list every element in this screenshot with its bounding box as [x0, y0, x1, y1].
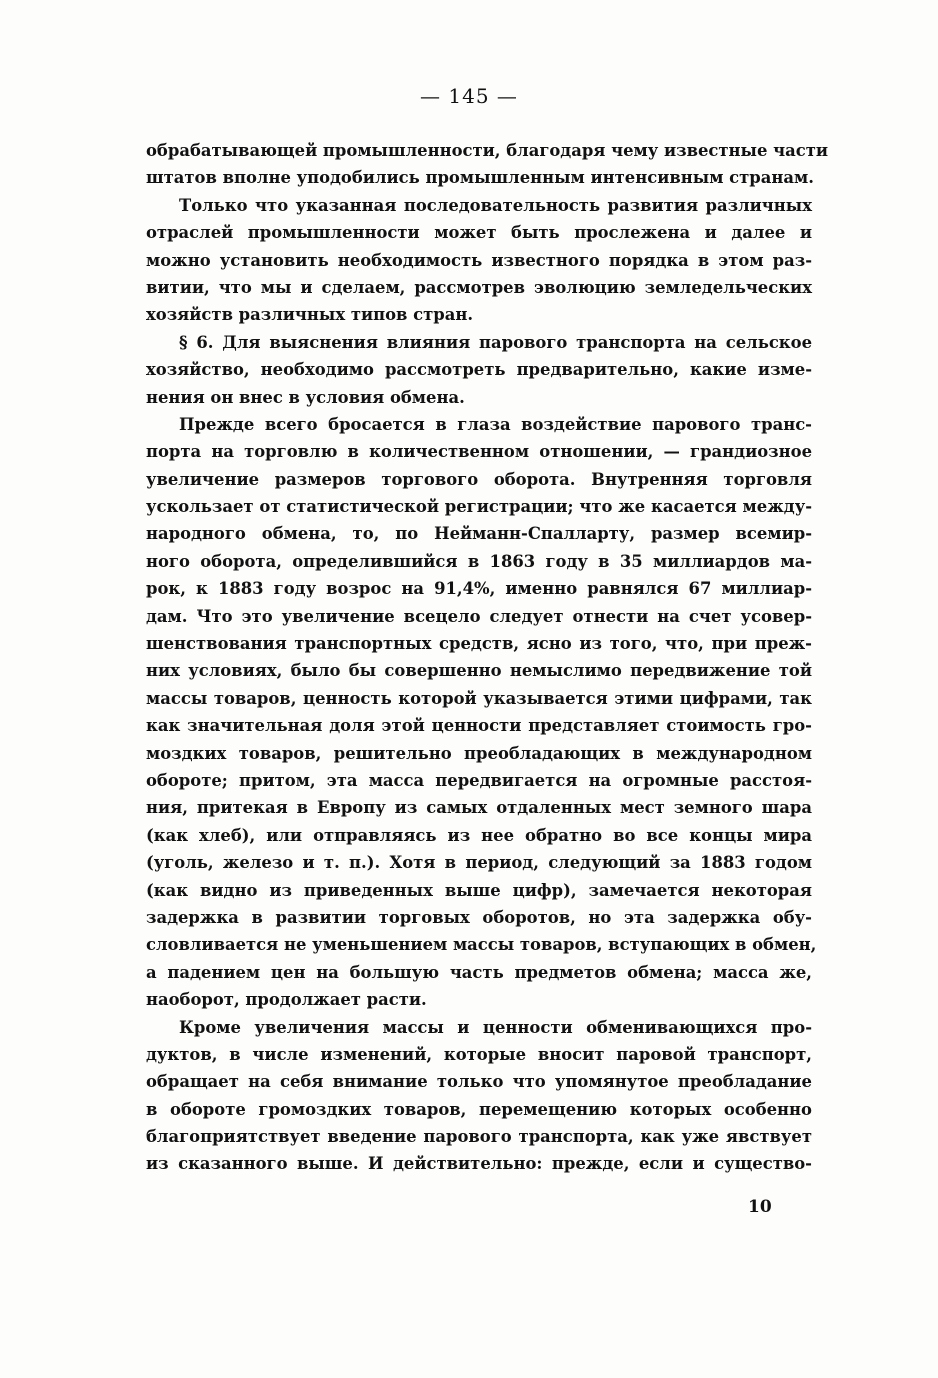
text-line: обороте; притом, эта масса передвигается на огромные расстоя-: [146, 770, 812, 790]
text-line: можно установить необходимость известного порядка в этом раз-: [146, 250, 812, 270]
text-line: (как видно из приведенных выше цифр), замечается некоторая: [146, 880, 812, 900]
text-line: в обороте громоздких товаров, перемещению которых особенно: [146, 1099, 812, 1119]
text-line: (уголь, железо и т. п.). Хотя в период, следующий за 1883 годом: [146, 853, 812, 873]
text-line: дам. Что это увеличение всецело следует отнести на счет усовер-: [146, 606, 812, 626]
text-line: народного обмена, то, по Нейманн-Спалларту, размер всемир-: [146, 524, 812, 544]
text-line: наоборот, продолжает расти.: [146, 990, 427, 1010]
text-line: Кроме увеличения массы и ценности обменивающихся про-: [179, 1017, 812, 1037]
text-line: ускользает от статистической регистрации; что же касается между-: [146, 497, 812, 517]
text-line: нения он внес в условия обмена.: [146, 387, 465, 407]
text-line: словливается не уменьшением массы товаров, вступающих в обмен,: [146, 935, 817, 955]
text-line: Только что указанная последовательность развития различных: [179, 195, 812, 215]
text-line: дуктов, в числе изменений, которые вносит паровой транспорт,: [146, 1044, 812, 1064]
text-line: § 6. Для выяснения влияния парового транспорта на сельское: [179, 332, 812, 352]
text-line: а падением цен на большую часть предметов обмена; масса же,: [146, 962, 812, 982]
text-line: них условиях, было бы совершенно немыслимо передвижение той: [146, 661, 812, 681]
text-line: штатов вполне уподобились промышленным интенсивным странам.: [146, 168, 814, 188]
text-line: хозяйств различных типов стран.: [146, 305, 474, 325]
text-line: как значительная доля этой ценности представляет стоимость гро-: [146, 716, 812, 736]
text-line: хозяйство, необходимо рассмотреть предварительно, какие изме-: [146, 360, 812, 380]
text-line: ния, притекая в Европу из самых отдаленных мест земного шара: [146, 798, 812, 818]
text-line: благоприятствует введение парового транспорта, как уже явствует: [146, 1127, 812, 1147]
signature-mark: 10: [748, 1197, 772, 1217]
body-text: [146, 137, 829, 1178]
text-line: ного оборота, определившийся в 1863 году в 35 миллиардов ма-: [146, 551, 812, 571]
text-line: задержка в развитии торговых оборотов, но эта задержка обу-: [146, 907, 812, 927]
text-line: увеличение размеров торгового оборота. Внутренняя торговля: [146, 469, 812, 489]
text-line: Прежде всего бросается в глаза воздействие парового транс-: [179, 414, 812, 434]
text-line: обращает на себя внимание только что упомянутое преобладание: [146, 1072, 812, 1092]
text-line: (как хлеб), или отправляясь из нее обратно во все концы мира: [146, 825, 812, 845]
text-line: моздких товаров, решительно преобладающих в международном: [146, 743, 812, 763]
text-line: витии, что мы и сделаем, рассмотрев эволюцию земледельческих: [146, 277, 812, 297]
text-line: массы товаров, ценность которой указывается этими цифрами, так: [146, 688, 812, 708]
text-line: из сказанного выше. И действительно: прежде, если и существо-: [146, 1154, 812, 1174]
text-line: отраслей промышленности может быть прослежена и далее и: [146, 223, 812, 243]
text-line: рок, к 1883 году возрос на 91,4%, именно равнялся 67 миллиар-: [146, 579, 812, 599]
page-number: — 145 —: [420, 84, 518, 108]
text-line: порта на торговлю в количественном отношении, — грандиозное: [146, 442, 812, 462]
text-line: шенствования транспортных средств, ясно из того, что, при преж-: [146, 634, 812, 654]
text-line: обрабатывающей промышленности, благодаря чему известные части: [146, 141, 829, 160]
